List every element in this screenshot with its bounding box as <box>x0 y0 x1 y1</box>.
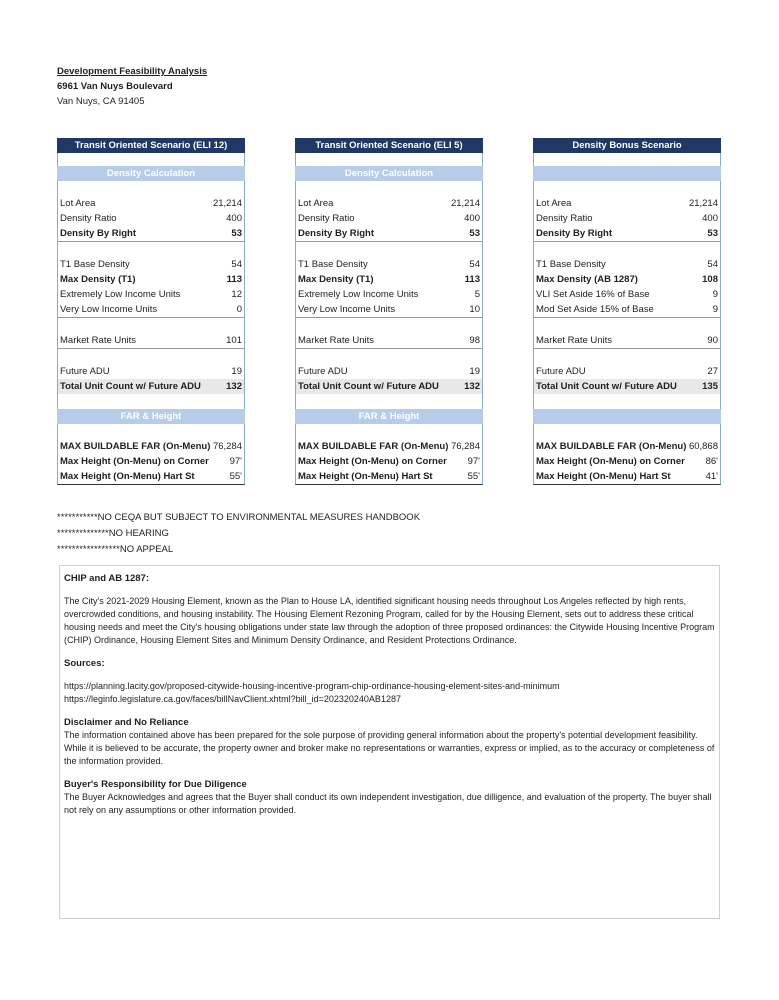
row-density-by-right: Density By Right 53 <box>536 228 718 239</box>
buyer-text: The Buyer Acknowledges and agrees that the Buyer shall conduct its own independent investigation, due dilligence, and evaluation of the property. The buyer shall not rely on any assumptions or other information provided. <box>64 792 712 815</box>
row-height-corner: Max Height (On-Menu) on Corner 97' <box>298 456 480 467</box>
scenario-panel-eli12 <box>57 138 245 485</box>
row-lot-area: Lot Area 21,214 <box>536 198 718 209</box>
chip-heading: CHIP and AB 1287: <box>64 573 149 584</box>
section-header-density: Density Calculation <box>295 166 483 181</box>
row-base-density: T1 Base Density 54 <box>298 259 480 270</box>
disclaimer-heading: Disclaimer and No Reliance <box>64 717 189 728</box>
row-future-adu: Future ADU 27 <box>536 366 718 377</box>
row-height-hart: Max Height (On-Menu) Hart St 55' <box>60 471 242 482</box>
row-total-units: Total Unit Count w/ Future ADU 132 <box>60 381 242 392</box>
notice-hearing: **************NO HEARING <box>57 528 169 539</box>
buyer-heading: Buyer's Responsibility for Due Diligence <box>64 779 247 790</box>
row-set-aside-1: Extremely Low Income Units 5 <box>298 289 480 300</box>
panel-title: Transit Oriented Scenario (ELI 12) <box>57 138 245 153</box>
disclaimer-text: The information contained above has been prepared for the sole purpose of providing general information about the property's potential development feasibility. While it is believed to be accurate, the property owner and broker make no representations or warranties, express or implied, as to the accuracy or completeness of the information provided. <box>64 730 715 766</box>
row-market-rate: Market Rate Units 101 <box>60 335 242 346</box>
row-density-by-right: Density By Right 53 <box>298 228 480 239</box>
source-link-1[interactable]: https://planning.lacity.gov/proposed-citywide-housing-incentive-program-chip-ordinance-housing-element-sites-and-minimum <box>64 681 560 691</box>
row-lot-area: Lot Area 21,214 <box>60 198 242 209</box>
section-header-far <box>533 409 721 424</box>
row-height-corner: Max Height (On-Menu) on Corner 86' <box>536 456 718 467</box>
row-density-ratio: Density Ratio 400 <box>60 213 242 224</box>
row-set-aside-1: Extremely Low Income Units 12 <box>60 289 242 300</box>
section-header-density: Density Calculation <box>57 166 245 181</box>
row-future-adu: Future ADU 19 <box>60 366 242 377</box>
row-max-far: MAX BUILDABLE FAR (On-Menu) 60,868 <box>536 441 718 452</box>
row-max-density: Max Density (AB 1287) 108 <box>536 274 718 285</box>
address-line-2: Van Nuys, CA 91405 <box>57 96 145 107</box>
chip-text: The City's 2021-2029 Housing Element, known as the Plan to House LA, identified significant housing needs throughout Los Angeles reflected by high rents, overcrowded conditions, and housing instability. The Housing Element Rezoning Program, called for by the Housing Element, sets out to address these critical housing needs and meet the City's housing obligations under state law through the adoption of three proposed ordinances: the Citywide Housing Incentive Program (CHIP) Ordinance, Housing Element Sites and Minimum Density Ordinance, and Resident Protections Ordinance. <box>64 596 715 645</box>
row-set-aside-1: VLI Set Aside 16% of Base 9 <box>536 289 718 300</box>
scenario-panel-eli5 <box>295 138 483 485</box>
row-future-adu: Future ADU 19 <box>298 366 480 377</box>
row-density-ratio: Density Ratio 400 <box>298 213 480 224</box>
row-density-ratio: Density Ratio 400 <box>536 213 718 224</box>
section-header-far: FAR & Height <box>57 409 245 424</box>
row-max-far: MAX BUILDABLE FAR (On-Menu) 76,284 <box>60 441 242 452</box>
notice-ceqa: ***********NO CEQA BUT SUBJECT TO ENVIRONMENTAL MEASURES HANDBOOK <box>57 512 421 523</box>
row-height-hart: Max Height (On-Menu) Hart St 41' <box>536 471 718 482</box>
row-base-density: T1 Base Density 54 <box>536 259 718 270</box>
section-header-density <box>533 166 721 181</box>
row-max-density: Max Density (T1) 113 <box>60 274 242 285</box>
sources-heading: Sources: <box>64 658 105 669</box>
panel-title: Density Bonus Scenario <box>533 138 721 153</box>
row-density-by-right: Density By Right 53 <box>60 228 242 239</box>
notice-appeal: *****************NO APPEAL <box>57 544 174 555</box>
row-total-units: Total Unit Count w/ Future ADU 132 <box>298 381 480 392</box>
row-market-rate: Market Rate Units 98 <box>298 335 480 346</box>
page-title: Development Feasibility Analysis <box>57 66 208 77</box>
row-base-density: T1 Base Density 54 <box>60 259 242 270</box>
notice-lines <box>57 510 420 558</box>
row-height-hart: Max Height (On-Menu) Hart St 55' <box>298 471 480 482</box>
row-total-units: Total Unit Count w/ Future ADU 135 <box>536 381 718 392</box>
row-market-rate: Market Rate Units 90 <box>536 335 718 346</box>
document-header <box>57 64 207 109</box>
row-set-aside-2: Very Low Income Units 10 <box>298 304 480 315</box>
scenario-panel-density-bonus <box>533 138 721 485</box>
row-lot-area: Lot Area 21,214 <box>298 198 480 209</box>
panel-title: Transit Oriented Scenario (ELI 5) <box>295 138 483 153</box>
section-header-far: FAR & Height <box>295 409 483 424</box>
row-max-far: MAX BUILDABLE FAR (On-Menu) 76,284 <box>298 441 480 452</box>
row-height-corner: Max Height (On-Menu) on Corner 97' <box>60 456 242 467</box>
notes-box <box>59 565 720 919</box>
address-line-1: 6961 Van Nuys Boulevard <box>57 81 173 92</box>
row-set-aside-2: Mod Set Aside 15% of Base 9 <box>536 304 718 315</box>
row-max-density: Max Density (T1) 113 <box>298 274 480 285</box>
row-set-aside-2: Very Low Income Units 0 <box>60 304 242 315</box>
source-link-2[interactable]: https://leginfo.legislature.ca.gov/faces/billNavClient.xhtml?bill_id=202320240AB1287 <box>64 694 401 704</box>
